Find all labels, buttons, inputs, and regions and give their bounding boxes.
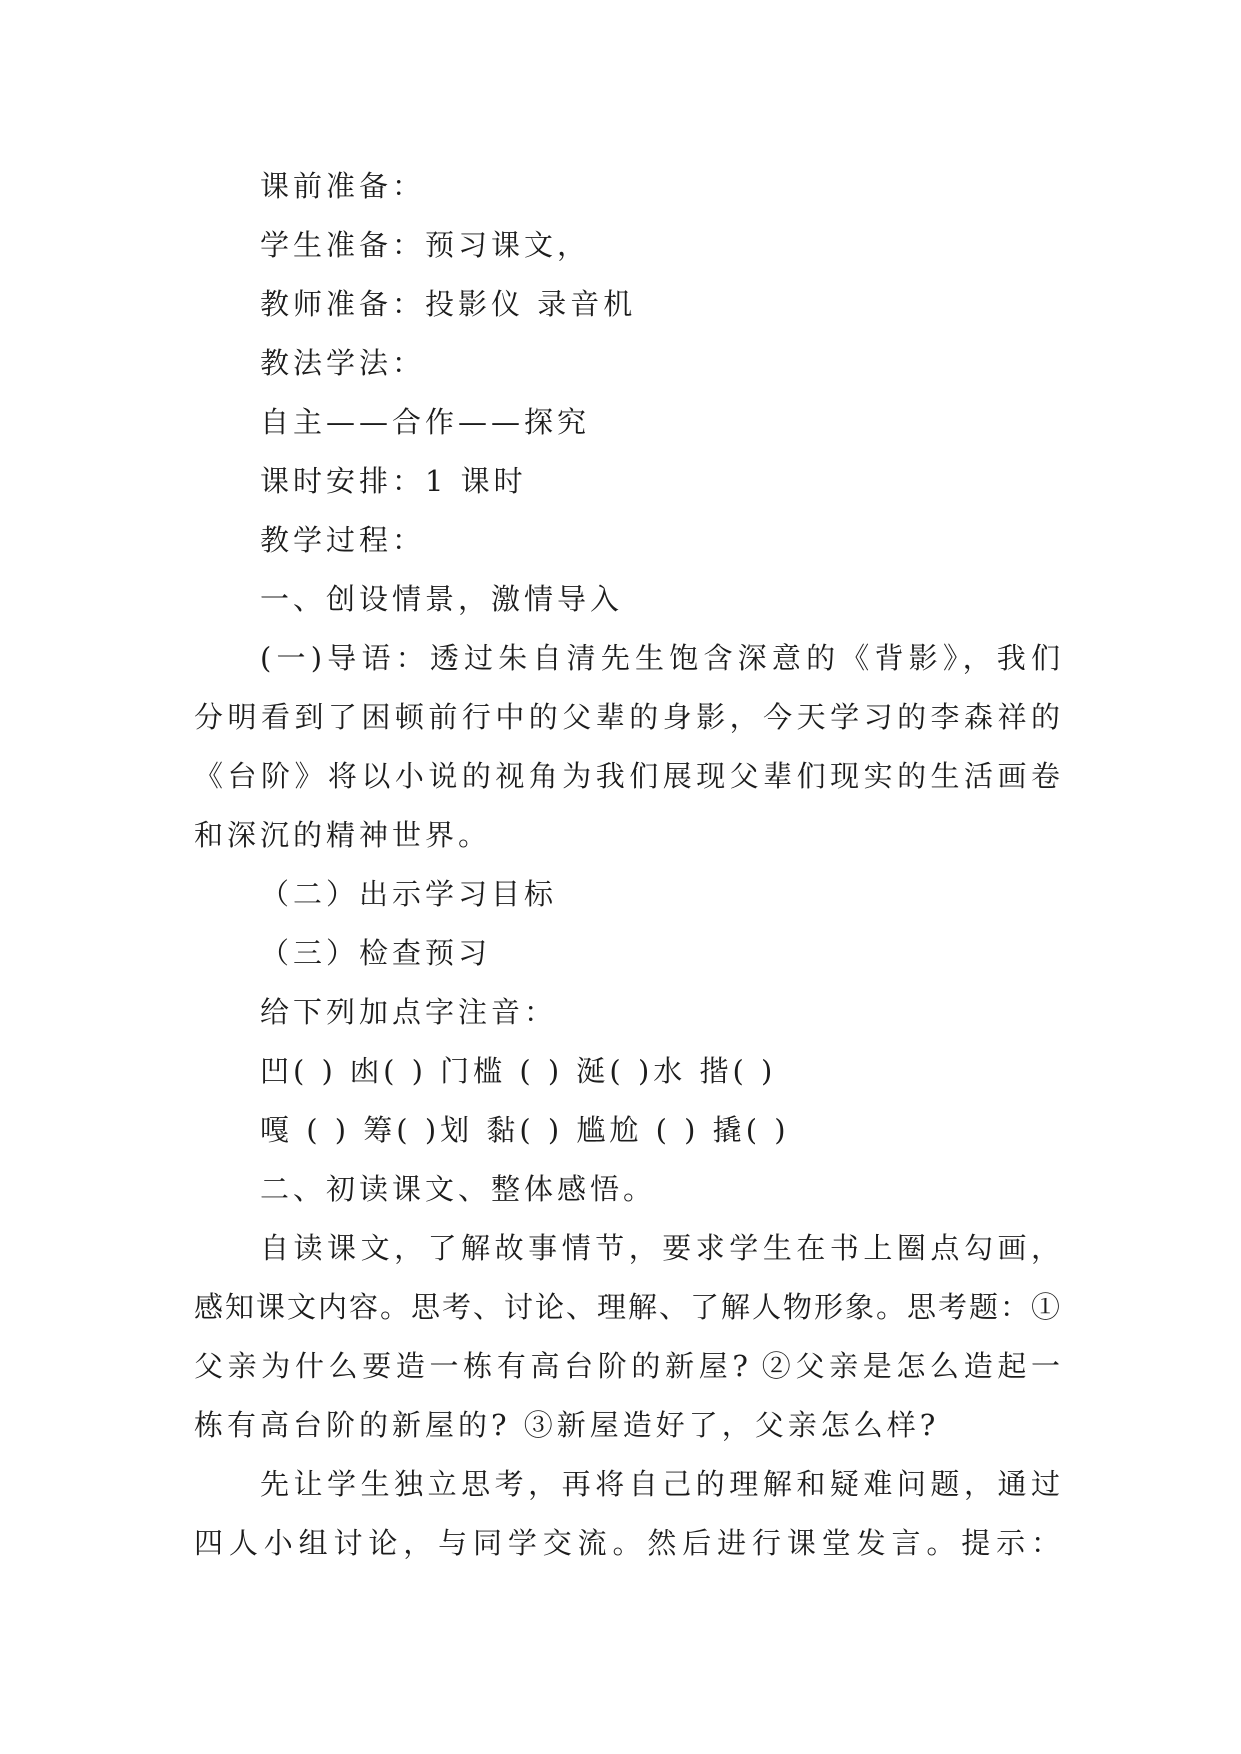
teaching-method-line: 自主——合作——探究: [260, 405, 591, 439]
discussion-paragraph-line: 四人小组讨论，与同学交流。然后进行课堂发言。提示：: [194, 1526, 1060, 1560]
preview-check-heading: （三）检查预习: [260, 936, 492, 970]
teaching-method-label: 教法学法：: [260, 346, 426, 380]
phonetic-exercise-row: 嘎 ( ) 筹( )划 黏( ) 尴尬 ( ) 撬( ): [260, 1113, 790, 1147]
teacher-prep-line: 教师准备：投影仪 录音机: [260, 287, 637, 321]
teaching-process-label: 教学过程：: [260, 523, 426, 557]
intro-paragraph-line: 和深沉的精神世界。: [194, 818, 492, 852]
reading-paragraph-line: 感知课文内容。思考、讨论、理解、了解人物形象。思考题：①: [194, 1290, 1060, 1324]
pre-class-prep-label: 课前准备：: [260, 169, 426, 203]
intro-paragraph-line: 《台阶》将以小说的视角为我们展现父辈们现实的生活画卷: [194, 759, 1060, 793]
intro-paragraph: [194, 629, 1060, 865]
discussion-paragraph-line: 先让学生独立思考，再将自己的理解和疑难问题，通过: [260, 1467, 1060, 1501]
reading-paragraph-line: 父亲为什么要造一栋有高台阶的新屋? ②父亲是怎么造起一: [194, 1349, 1060, 1383]
intro-paragraph-line: 分明看到了困顿前行中的父辈的身影，今天学习的李森祥的: [194, 700, 1060, 734]
learning-objectives-heading: （二）出示学习目标: [260, 877, 558, 911]
discussion-paragraph: [194, 1455, 1060, 1573]
reading-paragraph-line: 栋有高台阶的新屋的? ③新屋造好了，父亲怎么样?: [194, 1408, 940, 1442]
phonetic-exercise-prompt: 给下列加点字注音：: [260, 995, 558, 1029]
student-prep-line: 学生准备：预习课文，: [260, 228, 591, 262]
intro-paragraph-line: (一)导语：透过朱自清先生饱含深意的《背影》，我们: [260, 641, 1060, 675]
section-heading-1: 一、创设情景，激情导入: [260, 582, 624, 616]
reading-paragraph-line: 自读课文，了解故事情节，要求学生在书上圈点勾画，: [260, 1231, 1060, 1265]
reading-paragraph: [194, 1219, 1060, 1455]
section-heading-2: 二、初读课文、整体感悟。: [260, 1172, 657, 1206]
phonetic-exercise-row: 凹( ) 凼( ) 门槛 ( ) 涎( )水 揩( ): [260, 1054, 777, 1088]
document-body: [194, 157, 1060, 1573]
schedule-line: 课时安排：1 课时: [260, 464, 527, 498]
